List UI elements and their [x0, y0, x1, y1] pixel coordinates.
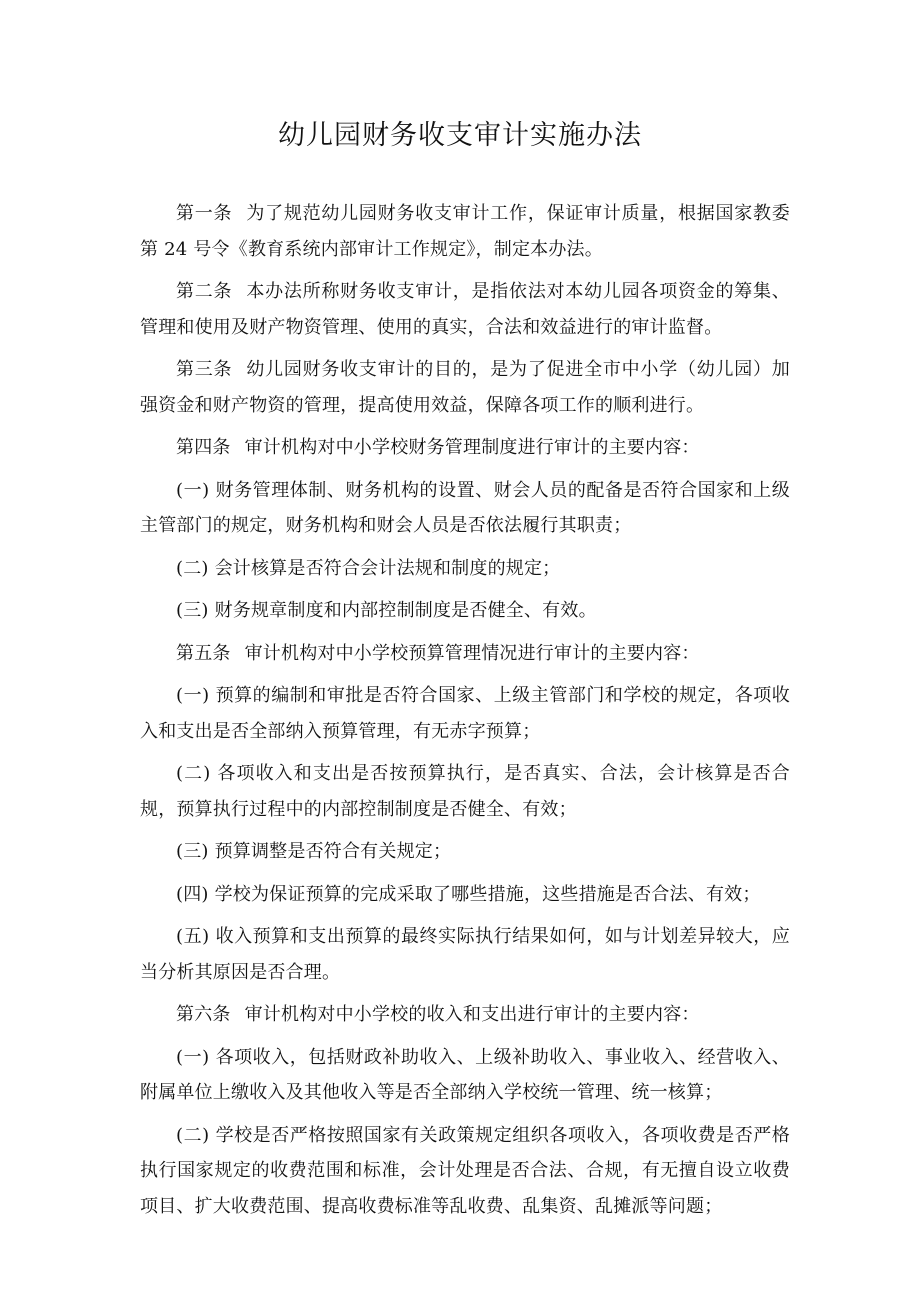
document-title: 幼儿园财务收支审计实施办法 [278, 120, 642, 151]
paragraph [140, 352, 790, 423]
paragraph [140, 274, 790, 345]
article-number: 第六条 [176, 1004, 231, 1025]
paragraph-text: (三) 财务规章制度和内部控制制度是否健全、有效。 [176, 600, 597, 621]
paragraph-text: (二) 会计核算是否符合会计法规和制度的规定； [176, 557, 561, 579]
paragraph [140, 834, 790, 870]
paragraph [140, 877, 790, 913]
paragraph [140, 593, 790, 629]
paragraph [140, 1118, 790, 1225]
paragraph [140, 997, 790, 1033]
paragraph-text: 审计机构对中小学校的收入和支出进行审计的主要内容： [244, 1004, 700, 1025]
paragraph [140, 196, 790, 267]
paragraph-text: (四) 学校为保证预算的完成采取了哪些措施，这些措施是否合法、有效； [176, 883, 761, 905]
paragraph-text: (二) 学校是否严格按照国家有关政策规定组织各项收入，各项收费是否严格执行国家规定的收费范围和标准，会计处理是否合法、合规，有无擅自设立收费项目、扩大收费范围、提高收费标准等乱收费、乱集资、乱摊派等问题； [140, 1124, 790, 1217]
paragraph-text: 幼儿园财务收支审计的目的，是为了促进全市中小学（幼儿园）加强资金和财产物资的管理，提高使用效益，保障各项工作的顺利进行。 [140, 359, 791, 416]
paragraph [140, 919, 790, 990]
article-number: 第一条 [176, 203, 233, 224]
paragraph-text: 审计机构对中小学校财务管理制度进行审计的主要内容： [244, 437, 700, 458]
paragraph-text: 审计机构对中小学校预算管理情况进行审计的主要内容： [244, 642, 700, 664]
article-number: 第三条 [176, 359, 233, 380]
article-number: 第五条 [176, 642, 231, 664]
paragraph-text: (一) 财务管理体制、财务机构的设置、财会人员的配备是否符合国家和上级主管部门的规定，财务机构和财会人员是否依法履行其职责； [140, 479, 790, 536]
paragraph [140, 473, 790, 544]
paragraph-text: (五) 收入预算和支出预算的最终实际执行结果如何，如与计划差异较大，应当分析其原因是否合理。 [140, 926, 790, 983]
paragraph [140, 430, 790, 466]
paragraph [140, 678, 790, 749]
paragraph [140, 551, 790, 587]
paragraph-text: (三) 预算调整是否符合有关规定； [176, 841, 452, 862]
article-number: 第二条 [176, 281, 233, 302]
paragraph-text: 本办法所称财务收支审计，是指依法对本幼儿园各项资金的筹集、管理和使用及财产物资管理、使用的真实，合法和效益进行的审计监督。 [140, 281, 791, 338]
paragraph [140, 636, 790, 672]
paragraph-text: 为了规范幼儿园财务收支审计工作，保证审计质量，根据国家教委第 24 号令《教育系统内部审计工作规定》，制定本办法。 [140, 203, 791, 260]
paragraph-text: (二) 各项收入和支出是否按预算执行，是否真实、合法，会计核算是否合规，预算执行过程中的内部控制制度是否健全、有效； [140, 763, 790, 820]
paragraph [140, 756, 790, 827]
document-body [140, 196, 790, 1231]
paragraph-text: (一) 各项收入，包括财政补助收入、上级补助收入、事业收入、经营收入、附属单位上缴收入及其他收入等是否全部纳入学校统一管理、统一核算； [140, 1046, 790, 1103]
article-number: 第四条 [176, 437, 231, 458]
paragraph-text: (一) 预算的编制和审批是否符合国家、上级主管部门和学校的规定，各项收入和支出是否全部纳入预算管理，有无赤字预算； [140, 685, 790, 742]
paragraph [140, 1040, 790, 1111]
